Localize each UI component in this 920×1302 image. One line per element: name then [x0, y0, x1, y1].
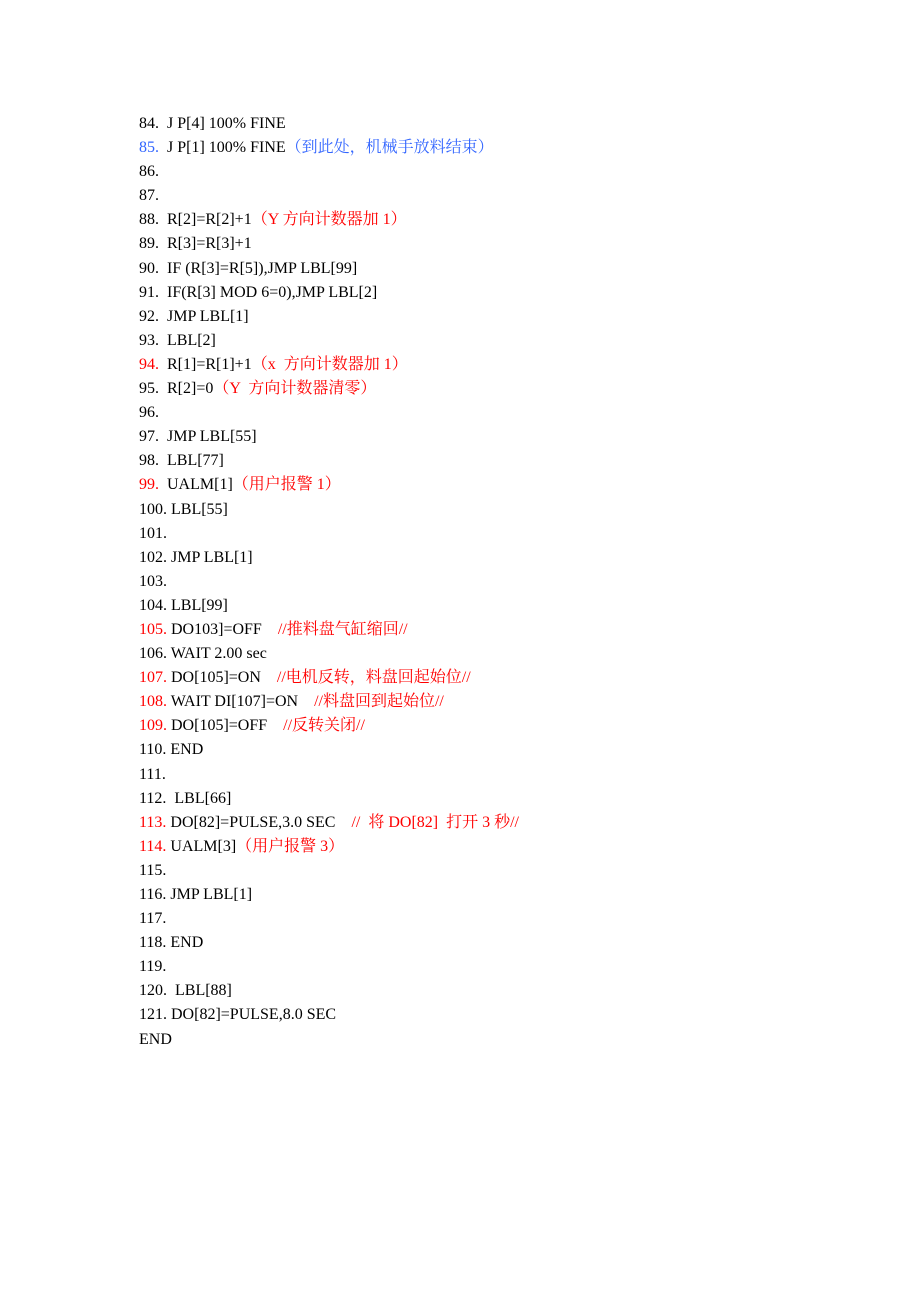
line-code: LBL[99] [171, 596, 228, 614]
program-line [139, 979, 859, 1003]
line-gap [159, 139, 167, 156]
program-line [139, 353, 859, 377]
program-line [139, 859, 859, 883]
line-code: DO103]=OFF [171, 620, 262, 638]
line-number: 113. [139, 813, 167, 831]
line-comment: （x 方向计数器加 1） [251, 355, 408, 373]
line-number: 121. [139, 1006, 167, 1024]
line-gap [159, 284, 167, 301]
line-number: 109. [139, 717, 167, 735]
line-gap [159, 211, 167, 228]
program-line [139, 955, 859, 979]
line-code: UALM[1] [167, 476, 233, 494]
program-line [139, 281, 859, 305]
line-number: 106. [139, 645, 167, 663]
line-code: LBL[2] [167, 331, 216, 349]
program-line [139, 136, 859, 160]
line-comment: （用户报警 1） [232, 476, 341, 494]
line-gap [159, 115, 167, 132]
program-line [139, 931, 859, 955]
line-code: JMP LBL[55] [167, 428, 257, 446]
program-line [139, 835, 859, 859]
line-gap [159, 452, 167, 469]
line-number: 96. [139, 404, 159, 422]
program-line [139, 811, 859, 835]
line-code: J P[4] 100% FINE [167, 115, 286, 132]
program-line [139, 401, 859, 425]
program-line [139, 498, 859, 522]
program-line [139, 666, 859, 690]
line-gap [159, 332, 167, 349]
line-number: 103. [139, 572, 167, 590]
line-code: DO[82]=PULSE,3.0 SEC [170, 813, 336, 831]
line-code: END [170, 741, 204, 759]
program-line [139, 449, 859, 473]
program-line [139, 787, 859, 811]
program-line [139, 160, 859, 184]
program-line [139, 714, 859, 738]
line-code: LBL[88] [175, 982, 232, 1000]
line-number: 84. [139, 115, 159, 132]
line-number: 105. [139, 620, 167, 638]
line-gap [159, 235, 167, 252]
line-number: 116. [139, 886, 167, 903]
program-line [139, 305, 859, 329]
line-number: 87. [139, 187, 159, 205]
line-number: 99. [139, 476, 159, 494]
program-line [139, 329, 859, 353]
line-number: 115. [139, 861, 167, 879]
line-number: 98. [139, 452, 159, 470]
line-comment: （到此处，机械手放料结束） [285, 139, 494, 157]
line-gap [159, 380, 167, 397]
program-line [139, 1028, 859, 1052]
program-line [139, 425, 859, 449]
line-comment: // 将 DO[82] 打开 3 秒// [335, 813, 519, 831]
line-number: 107. [139, 669, 167, 687]
line-code: LBL[66] [174, 789, 232, 807]
line-number: 119. [139, 958, 167, 976]
line-code: END [139, 1030, 172, 1048]
line-comment: （Y 方向计数器加 1） [251, 211, 407, 229]
program-line [139, 184, 859, 208]
program-line [139, 232, 859, 256]
line-number: 92. [139, 307, 159, 325]
line-number: 114. [139, 837, 167, 855]
line-code: END [170, 934, 204, 952]
program-line [139, 473, 859, 497]
program-line [139, 257, 859, 281]
line-code: R[1]=R[1]+1 [167, 355, 252, 373]
line-number: 100. [139, 500, 167, 518]
line-code: JMP LBL[1] [171, 548, 253, 566]
line-code: J P[1] 100% FINE [167, 139, 286, 157]
line-number: 102. [139, 548, 167, 566]
line-code: R[2]=0 [167, 380, 214, 398]
line-code: R[3]=R[3]+1 [167, 235, 252, 253]
line-comment: （用户报警 3） [236, 837, 345, 855]
program-line [139, 907, 859, 931]
program-line [139, 208, 859, 232]
line-comment: //电机反转，料盘回起始位// [260, 669, 471, 687]
line-number: 86. [139, 163, 159, 181]
line-code: WAIT 2.00 sec [170, 645, 267, 663]
line-number: 120. [139, 982, 167, 1000]
line-comment: （Y 方向计数器清零） [213, 380, 377, 398]
line-gap [159, 428, 167, 445]
line-code: LBL[77] [167, 452, 224, 470]
program-line [139, 618, 859, 642]
program-line [139, 377, 859, 401]
program-line [139, 112, 859, 136]
line-number: 110. [139, 741, 167, 759]
line-code: IF (R[3]=R[5]),JMP LBL[99] [167, 259, 358, 277]
program-line [139, 1003, 859, 1027]
program-line [139, 642, 859, 666]
line-number: 104. [139, 596, 167, 614]
line-comment: //推料盘气缸缩回// [261, 620, 408, 638]
line-code: IF(R[3] MOD 6=0),JMP LBL[2] [167, 283, 378, 301]
program-line [139, 883, 859, 907]
line-number: 101. [139, 524, 167, 542]
line-code: DO[105]=ON [171, 669, 261, 687]
line-number: 85. [139, 139, 159, 157]
line-number: 95. [139, 380, 159, 398]
line-number: 89. [139, 235, 159, 253]
line-number: 117. [139, 910, 167, 928]
line-gap [159, 476, 167, 493]
line-number: 94. [139, 355, 159, 373]
line-number: 91. [139, 283, 159, 301]
line-number: 88. [139, 211, 159, 229]
line-code: WAIT DI[107]=ON [170, 693, 299, 711]
line-number: 108. [139, 693, 167, 711]
line-comment: //反转关闭// [267, 717, 365, 735]
line-comment: //料盘回到起始位// [298, 693, 444, 711]
line-number: 112. [139, 789, 167, 807]
program-listing [139, 112, 859, 1052]
line-gap [159, 356, 167, 373]
program-line [139, 690, 859, 714]
line-number: 93. [139, 331, 159, 349]
line-code: R[2]=R[2]+1 [167, 211, 252, 229]
line-code: JMP LBL[1] [170, 886, 253, 903]
line-code: DO[105]=OFF [171, 717, 268, 735]
line-number: 118. [139, 934, 167, 952]
line-code: DO[82]=PULSE,8.0 SEC [171, 1006, 337, 1024]
line-number: 90. [139, 259, 159, 277]
line-gap [159, 308, 167, 325]
program-line [139, 763, 859, 787]
program-line [139, 594, 859, 618]
line-code: UALM[3] [170, 837, 237, 855]
program-line [139, 522, 859, 546]
line-number: 111. [139, 765, 166, 783]
line-code: JMP LBL[1] [167, 307, 249, 325]
line-code: LBL[55] [171, 500, 228, 518]
program-line [139, 570, 859, 594]
line-gap [167, 982, 175, 999]
line-gap [159, 260, 167, 277]
program-line [139, 546, 859, 570]
line-number: 97. [139, 428, 159, 446]
program-line [139, 738, 859, 762]
